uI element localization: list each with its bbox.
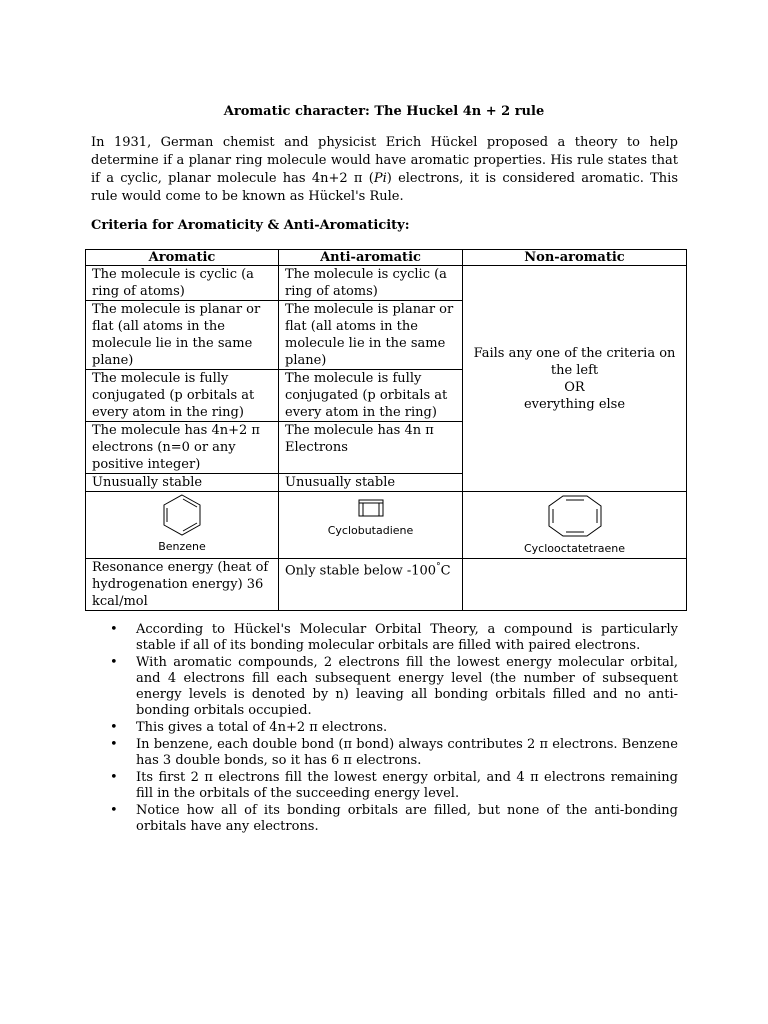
cell-aromatic-planar: The molecule is planar or flat (all atoms in the molecule lie in the same plane) [86,301,279,370]
degree-symbol: ° [436,562,441,572]
list-item-text: Its first 2 π electrons fill the lowest energy orbital, and 4 π electrons remaining fill in the orbitals of the succeeding energy level. [136,770,678,801]
cell-anti-cyclic: The molecule is cyclic (a ring of atoms) [279,266,463,301]
bullet-icon: • [110,655,118,670]
non-aromatic-line1: Fails any one of the criteria on the left [473,345,676,378]
cyclobutadiene-structure-icon [351,492,391,522]
stable-below-unit: C [440,563,451,579]
cell-cyclobutadiene [279,492,463,559]
intro-text-end: ) electrons, it is considered aromatic. This rule would come to be known as Hückel's Rule. [91,171,678,204]
list-item-text: This gives a total of 4n+2 π electrons. [136,720,388,735]
list-item-text: Notice how all of its bonding orbitals are filled, but none of the anti-bonding orbitals have any electrons. [136,803,678,834]
cell-anti-conjugated: The molecule is fully conjugated (p orbitals at every atom in the ring) [279,370,463,422]
cyclobutadiene-label: Cyclobutadiene [327,524,414,537]
cell-empty [463,559,687,611]
list-item-text: With aromatic compounds, 2 electrons fill the lowest energy molecular orbital, and 4 electrons fill each subsequent energy level (the number of subsequent energy levels is denoted by n) leaving all bonding orbitals filled and no anti-bonding orbitals occupied. [136,655,678,718]
list-item [110,770,678,802]
list-item [110,655,678,719]
cell-anti-stable: Unusually stable [279,474,463,492]
stable-below-text: Only stable below -100 [285,563,437,579]
bullet-icon: • [110,622,118,637]
bullet-icon: • [110,720,118,735]
document-title: Aromatic character: The Huckel 4n + 2 rule [223,104,545,119]
bullet-icon: • [110,770,118,785]
header-anti-aromatic: Anti-aromatic [279,250,463,266]
cell-aromatic-electrons: The molecule has 4n+2 π electrons (n=0 or any positive integer) [86,422,279,474]
cell-anti-electrons: The molecule has 4n π Electrons [279,422,463,474]
cell-resonance: Resonance energy (heat of hydrogenation energy) 36 kcal/mol [86,559,279,611]
cell-non-aromatic [463,266,687,492]
benzene-label: Benzene [158,540,206,553]
list-item-text: In benzene, each double bond (π bond) always contributes 2 π electrons. Benzene has 3 double bonds, so it has 6 π electrons. [136,737,678,768]
cell-benzene [86,492,279,559]
intro-paragraph [91,134,678,206]
bullet-list [110,622,678,836]
cell-cyclooctatetraene [463,492,687,559]
intro-pi: Pi [373,171,387,186]
table-row [86,559,687,611]
criteria-heading: Criteria for Aromaticity & Anti-Aromaticity: [91,218,410,233]
table-header-row [86,250,687,266]
list-item [110,622,678,654]
table-row [86,266,687,301]
non-aromatic-line3: everything else [523,396,626,412]
cyclooctatetraene-label: Cyclooctatetraene [523,542,626,555]
list-item [110,737,678,769]
list-item [110,803,678,835]
cell-anti-planar: The molecule is planar or flat (all atoms in the molecule lie in the same plane) [279,301,463,370]
benzene-structure-icon [152,492,212,538]
list-item-text: According to Hückel's Molecular Orbital Theory, a compound is particularly stable if all of its bonding molecular orbitals are filled with paired electrons. [136,622,678,653]
bullet-icon: • [110,737,118,752]
header-non-aromatic: Non-aromatic [463,250,687,266]
bullet-icon: • [110,803,118,818]
cell-aromatic-cyclic: The molecule is cyclic (a ring of atoms) [86,266,279,301]
cell-stable-below [279,559,463,611]
header-aromatic: Aromatic [86,250,279,266]
cell-aromatic-conjugated: The molecule is fully conjugated (p orbitals at every atom in the ring) [86,370,279,422]
cyclooctatetraene-structure-icon [535,492,615,540]
cell-aromatic-stable: Unusually stable [86,474,279,492]
non-aromatic-or: OR [564,379,585,395]
intro-text: In 1931, German chemist and physicist Erich Hückel proposed a theory to help determine if a planar ring molecule would have aromatic properties. His rule states that if a cyclic, planar molecule has 4n+2 π ( [91,135,678,186]
criteria-table [85,249,687,611]
list-item [110,720,678,736]
table-row-structures [86,492,687,559]
